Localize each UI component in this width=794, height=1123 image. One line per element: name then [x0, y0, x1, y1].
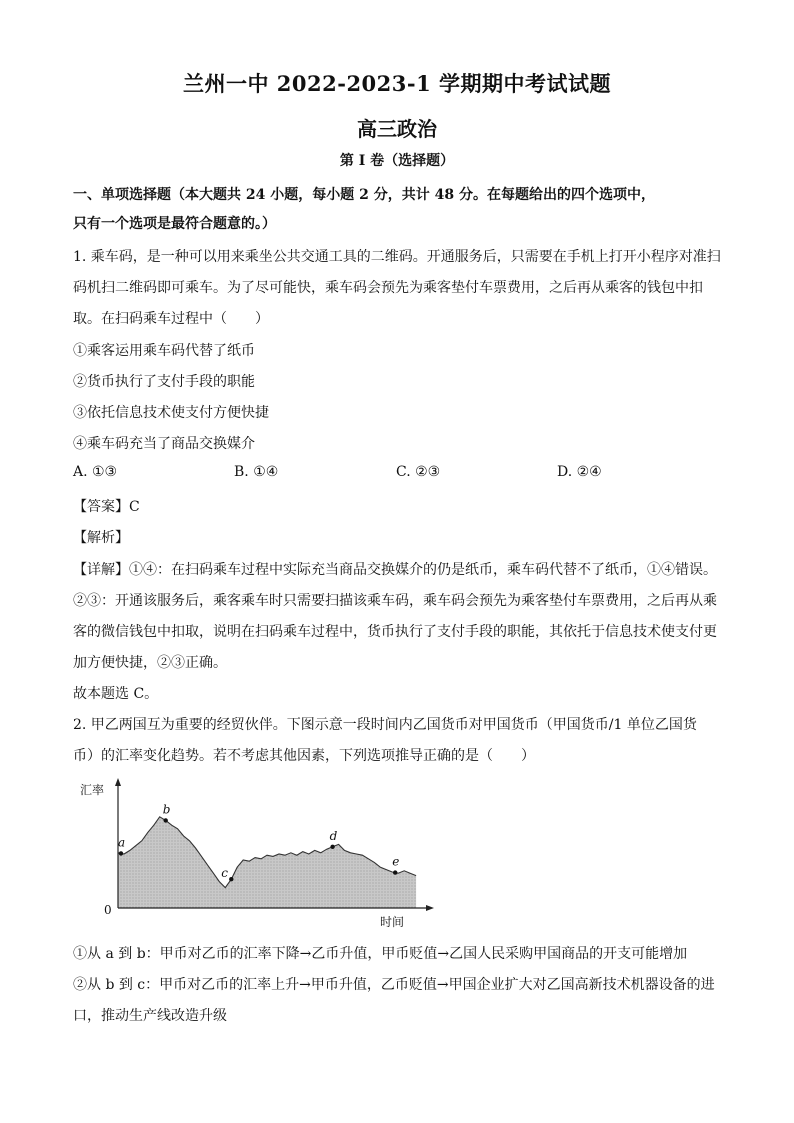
- q2-item-2-line2: 口，推动生产线改造升级: [73, 1008, 227, 1024]
- exam-title: 兰州一中 2022-2023-1 学期期中考试试题: [182, 71, 612, 96]
- q1-item-4: ④乘车码充当了商品交换媒介: [73, 436, 255, 452]
- q1-detail-line4: 加方便快捷，②③正确。: [73, 655, 227, 671]
- y-axis-label: 汇率: [80, 783, 105, 797]
- q1-detail-line1: 【详解】①④：在扫码乘车过程中实际充当商品交换媒介的仍是纸币，乘车码代替不了纸币，①④错误。: [73, 562, 717, 578]
- q1-option-c: C. ②③: [396, 464, 441, 480]
- q1-stem-line3: 取。在扫码乘车过程中（ ）: [73, 311, 269, 327]
- point-c-marker: [229, 877, 233, 881]
- point-c-label: c: [221, 866, 229, 881]
- origin-label: 0: [104, 903, 112, 917]
- q2-stem-line2: 币）的汇率变化趋势。若不考虑其他因素，下列选项推导正确的是（ ）: [73, 748, 535, 764]
- exchange-rate-chart: [78, 774, 438, 934]
- y-axis-arrow-icon: [115, 778, 121, 786]
- q1-option-a: A. ①③: [73, 464, 118, 480]
- q1-item-1: ①乘客运用乘车码代替了纸币: [73, 343, 255, 359]
- point-e-label: e: [392, 854, 400, 869]
- q2-stem-line1: 2. 甲乙两国互为重要的经贸伙伴。下图示意一段时间内乙国货币对甲国货币（甲国货币/1 单位乙国货: [73, 717, 697, 733]
- q1-analysis-label: 【解析】: [73, 530, 129, 546]
- point-e-marker: [393, 870, 397, 874]
- point-b-marker: [164, 818, 168, 822]
- q2-item-1: ①从 a 到 b：甲币对乙币的汇率下降→乙币升值，甲币贬值→乙国人民采购甲国商品的开支可能增加: [73, 946, 688, 962]
- q1-option-d: D. ②④: [557, 464, 602, 480]
- q1-detail-line2: ②③：开通该服务后，乘客乘车时只需要扫描该乘车码，乘车码会预先为乘客垫付车票费用，之后再从乘: [73, 593, 717, 609]
- q1-answer: 【答案】C: [73, 499, 140, 515]
- q1-conclusion: 故本题选 C。: [73, 686, 159, 702]
- exam-subject: 高三政治: [357, 117, 437, 141]
- x-axis-label: 时间: [380, 915, 405, 929]
- point-d-label: d: [329, 828, 338, 843]
- x-axis-arrow-icon: [426, 905, 434, 911]
- q1-item-2: ②货币执行了支付手段的职能: [73, 374, 255, 390]
- q1-stem-line1: 1. 乘车码，是一种可以用来乘坐公共交通工具的二维码。开通服务后，只需要在手机上打开小程序对准扫: [73, 249, 721, 265]
- chart-area-fill: [118, 817, 416, 908]
- exchange-rate-chart-svg: [78, 774, 438, 934]
- q1-stem-line2: 码机扫二维码即可乘车。为了尽可能快，乘车码会预先为乘客垫付车票费用，之后再从乘客的钱包中扣: [73, 280, 703, 296]
- point-a-marker: [119, 851, 123, 855]
- section-heading-line2: 只有一个选项是最符合题意的。）: [73, 216, 276, 232]
- point-b-label: b: [162, 802, 171, 817]
- section-heading-line1: 一、单项选择题（本大题共 24 小题，每小题 2 分，共计 48 分。在每题给出的四个选项中，: [73, 187, 655, 203]
- q1-item-3: ③依托信息技术使支付方便快捷: [73, 405, 269, 421]
- point-d-marker: [330, 845, 334, 849]
- q1-detail-line3: 客的微信钱包中扣取，说明在扫码乘车过程中，货币执行了支付手段的职能，其依托于信息技术使支付更: [73, 624, 717, 640]
- exam-volume: 第 I 卷（选择题）: [339, 153, 455, 169]
- q1-option-b: B. ①④: [234, 464, 279, 480]
- q2-item-2-line1: ②从 b 到 c：甲币对乙币的汇率上升→甲币升值，乙币贬值→甲国企业扩大对乙国高新技术机器设备的进: [73, 977, 715, 993]
- point-a-label: a: [118, 835, 126, 850]
